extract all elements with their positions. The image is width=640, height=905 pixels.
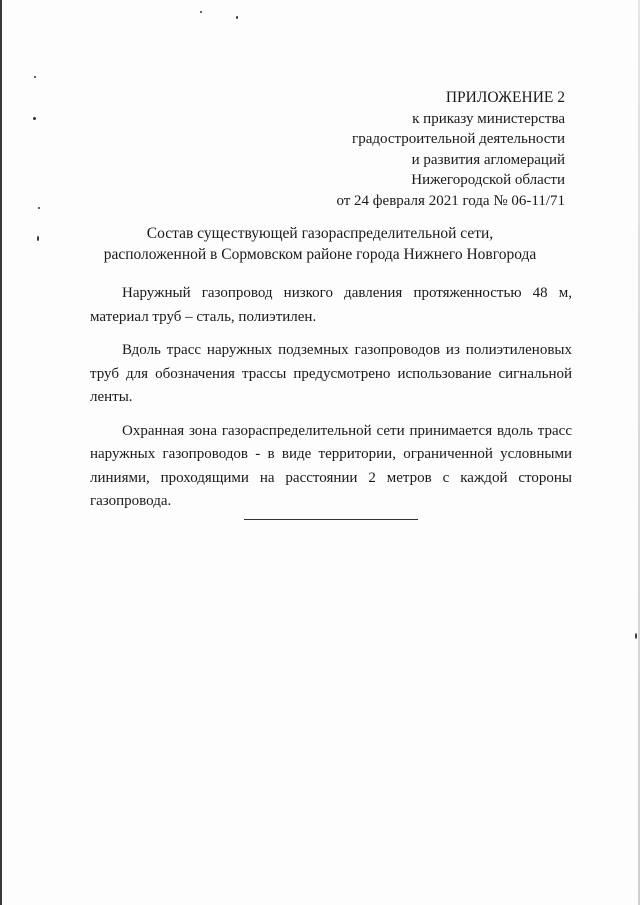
scan-speck	[38, 207, 40, 209]
body-paragraph: Вдоль трасс наружных подземных газопроводов из полиэтиленовых труб для обозначения трассы предусмотрено использование сигнальной ленты.	[90, 342, 572, 405]
end-separator-line	[244, 519, 418, 520]
appendix-line: и развития агломераций	[411, 151, 565, 168]
scan-speck	[200, 11, 202, 13]
appendix-line: градостроительной деятельности	[352, 131, 565, 147]
body-paragraph: Охранная зона газораспределительной сети принимается вдоль трасс наружных газопроводов - в виде территории, ограниченной условными линиями, проходящими на расстоянии 2 метров с каждой стороны газопровода.	[90, 422, 572, 509]
appendix-line: Нижегородской области	[411, 172, 565, 188]
scan-speck	[37, 236, 39, 241]
appendix-title: ПРИЛОЖЕНИЕ 2	[445, 89, 565, 106]
scan-speck	[635, 633, 637, 639]
body-paragraph: Наружный газопровод низкого давления протяженностью 48 м, материал труб – сталь, полиэтилен.	[90, 285, 572, 325]
scan-left-edge	[0, 0, 2, 905]
scan-speck	[236, 16, 238, 19]
scan-speck	[34, 76, 36, 78]
scan-speck	[33, 117, 36, 120]
document-title	[60, 224, 580, 265]
appendix-line: к приказу министерства	[412, 110, 565, 127]
document-title-line: Состав существующей газораспределительной сети,	[146, 225, 494, 242]
appendix-header	[336, 88, 565, 211]
document-body	[90, 282, 572, 524]
document-title-line: расположенной в Сормовском районе города Нижнего Новгорода	[103, 245, 537, 263]
appendix-date-line: от 24 февраля 2021 года № 06-11/71	[336, 192, 565, 209]
